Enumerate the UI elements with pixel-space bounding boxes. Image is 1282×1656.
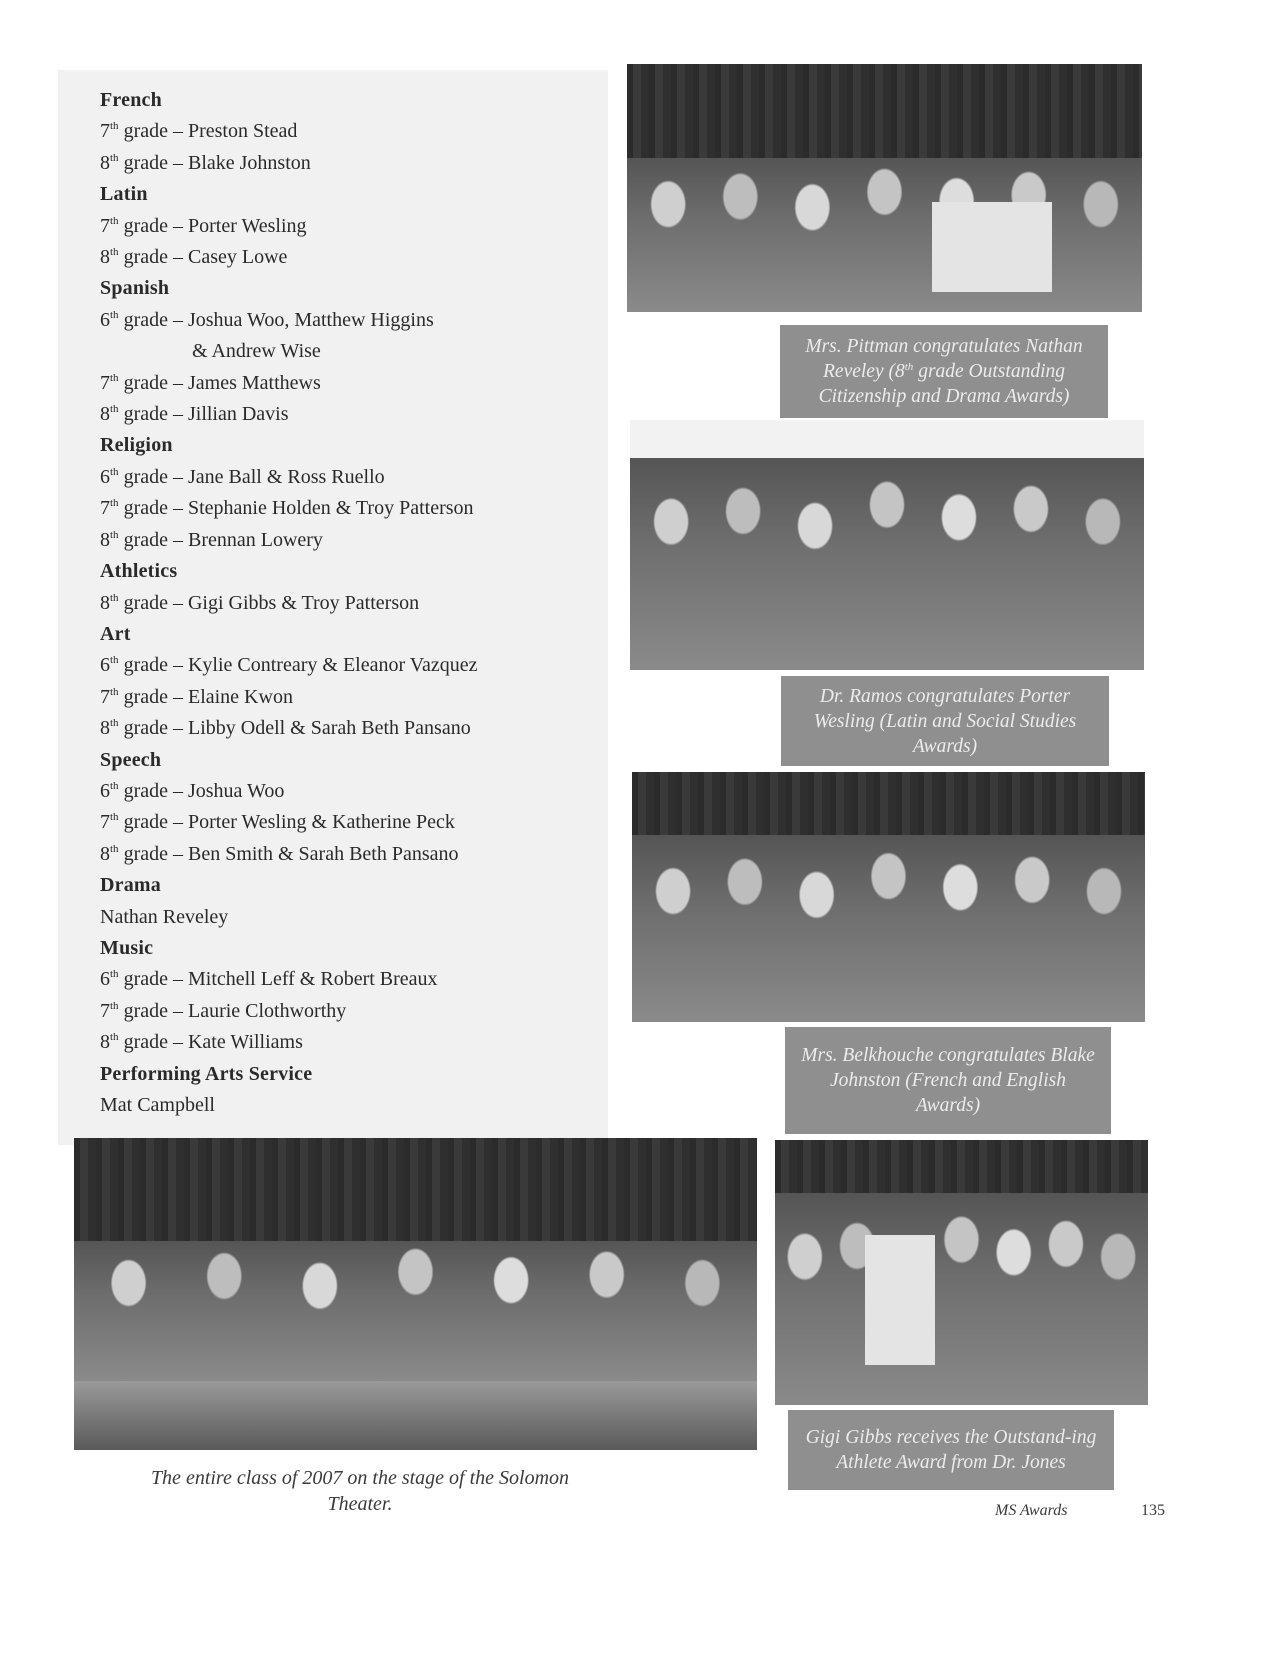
grade-number: 6 xyxy=(100,968,110,991)
award-entry xyxy=(100,242,600,273)
grade-suffix: th xyxy=(110,151,119,164)
photo-pittman-reveley xyxy=(627,64,1142,312)
award-entry xyxy=(100,964,600,995)
award-recipients: grade – Casey Lowe xyxy=(118,246,288,269)
grade-suffix: th xyxy=(110,968,119,981)
grade-number: 8 xyxy=(100,528,110,551)
caption-belkhouche: Mrs. Belkhouche congratulates Blake Johnston (French and English Awards) xyxy=(785,1027,1111,1134)
caption-ramos: Dr. Ramos congratulates Porter Wesling (Latin and Social Studies Awards) xyxy=(781,676,1109,766)
award-entry xyxy=(100,116,600,147)
grade-number: 6 xyxy=(100,308,110,331)
grade-suffix: th xyxy=(110,1031,119,1044)
award-category-heading: Performing Arts Service xyxy=(100,1062,313,1085)
award-entry xyxy=(100,682,600,713)
caption-class: The entire class of 2007 on the stage of the Solomon Theater. xyxy=(150,1467,570,1515)
photo-belkhouche-johnston xyxy=(632,772,1145,1022)
award-recipients: grade – Gigi Gibbs & Troy Patterson xyxy=(118,591,420,614)
award-recipients: grade – Blake Johnston xyxy=(118,151,311,174)
award-entry xyxy=(100,1027,600,1058)
grade-suffix: th xyxy=(110,528,119,541)
grade-suffix: th xyxy=(110,999,119,1012)
award-category-heading: French xyxy=(100,89,162,111)
grade-suffix: th xyxy=(110,591,119,604)
award-entry xyxy=(100,305,600,336)
award-entry xyxy=(100,493,600,524)
award-entry xyxy=(100,211,600,242)
grade-suffix: th xyxy=(110,497,119,510)
award-category-heading: Speech xyxy=(100,748,162,771)
award-recipients: grade – Kylie Contreary & Eleanor Vazquez xyxy=(118,654,478,677)
award-recipients: grade – Ben Smith & Sarah Beth Pansano xyxy=(118,842,459,865)
award-category-heading: Spanish xyxy=(100,277,170,300)
grade-number: 8 xyxy=(100,842,110,865)
award-category-heading: Religion xyxy=(100,434,173,457)
photo-class-of-2007 xyxy=(74,1138,757,1450)
grade-suffix: th xyxy=(110,246,119,259)
grade-number: 6 xyxy=(100,465,110,488)
grade-suffix: th xyxy=(110,214,119,227)
grade-number: 7 xyxy=(100,999,110,1022)
award-recipients: grade – Elaine Kwon xyxy=(118,685,293,708)
grade-suffix: th xyxy=(110,779,119,792)
awards-list xyxy=(100,85,600,1121)
award-entry xyxy=(100,462,600,493)
caption-pittman: Mrs. Pittman congratulates Nathan Reveley (8th grade Outstanding Citizenship and Drama Awards) xyxy=(780,325,1108,418)
grade-number: 7 xyxy=(100,497,110,520)
award-recipients: grade – Stephanie Holden & Troy Patterson xyxy=(118,497,474,520)
grade-number: 8 xyxy=(100,1031,110,1054)
award-category-heading: Athletics xyxy=(100,560,178,583)
grade-number: 7 xyxy=(100,811,110,834)
grade-number: 8 xyxy=(100,717,110,740)
award-recipient: Nathan Reveley xyxy=(100,905,229,928)
award-entry xyxy=(100,399,600,430)
award-category-heading: Art xyxy=(100,622,131,645)
grade-number: 6 xyxy=(100,779,110,802)
award-recipients: grade – Mitchell Leff & Robert Breaux xyxy=(118,968,438,991)
footer-section: MS Awards xyxy=(995,1502,1068,1519)
award-entry xyxy=(100,776,600,807)
grade-suffix: th xyxy=(110,685,119,698)
photo-ramos-wesling xyxy=(630,420,1144,670)
award-entry xyxy=(100,839,600,870)
award-recipients: grade – Preston Stead xyxy=(118,120,298,143)
award-category-heading: Latin xyxy=(100,183,148,206)
award-recipients: grade – Brennan Lowery xyxy=(118,528,323,551)
award-entry xyxy=(100,148,600,179)
grade-suffix: th xyxy=(110,811,119,824)
award-entry xyxy=(100,713,600,744)
grade-number: 8 xyxy=(100,591,110,614)
award-recipients: grade – Joshua Woo xyxy=(118,779,285,802)
grade-number: 6 xyxy=(100,654,110,677)
grade-number: 7 xyxy=(100,214,110,237)
award-recipients: grade – Porter Wesling xyxy=(118,214,307,237)
award-recipient: Mat Campbell xyxy=(100,1094,215,1116)
award-entry xyxy=(100,368,600,399)
grade-suffix: th xyxy=(110,403,119,416)
grade-suffix: th xyxy=(110,465,119,478)
grade-suffix: th xyxy=(110,654,119,667)
award-entry xyxy=(100,807,600,838)
award-entry xyxy=(100,588,600,619)
award-entry xyxy=(100,996,600,1027)
grade-suffix: th xyxy=(110,717,119,730)
award-entry xyxy=(100,525,600,556)
award-recipients: grade – James Matthews xyxy=(118,371,321,394)
grade-number: 7 xyxy=(100,685,110,708)
grade-suffix: th xyxy=(110,842,119,855)
grade-number: 7 xyxy=(100,120,110,143)
grade-suffix: th xyxy=(110,308,119,321)
caption-gibbs: Gigi Gibbs receives the Outstand-ing Athlete Award from Dr. Jones xyxy=(788,1410,1114,1490)
award-recipients: grade – Joshua Woo, Matthew Higgins xyxy=(118,308,434,331)
award-recipients: grade – Jillian Davis xyxy=(118,403,289,426)
grade-number: 8 xyxy=(100,151,110,174)
grade-number: 8 xyxy=(100,403,110,426)
grade-suffix: th xyxy=(110,371,119,384)
award-recipients: grade – Libby Odell & Sarah Beth Pansano xyxy=(118,717,471,740)
grade-suffix: th xyxy=(110,120,119,133)
grade-number: 7 xyxy=(100,371,110,394)
photo-gibbs-jones xyxy=(775,1140,1148,1405)
page-number: 135 xyxy=(1141,1502,1165,1519)
award-recipients: grade – Kate Williams xyxy=(118,1031,303,1054)
award-recipients: grade – Laurie Clothworthy xyxy=(118,999,347,1022)
award-recipients: grade – Porter Wesling & Katherine Peck xyxy=(118,811,455,834)
award-entry-continuation: & Andrew Wise xyxy=(192,340,321,363)
award-entry xyxy=(100,650,600,681)
award-recipients: grade – Jane Ball & Ross Ruello xyxy=(118,465,385,488)
award-category-heading: Drama xyxy=(100,874,161,897)
grade-number: 8 xyxy=(100,246,110,269)
award-category-heading: Music xyxy=(100,936,154,959)
